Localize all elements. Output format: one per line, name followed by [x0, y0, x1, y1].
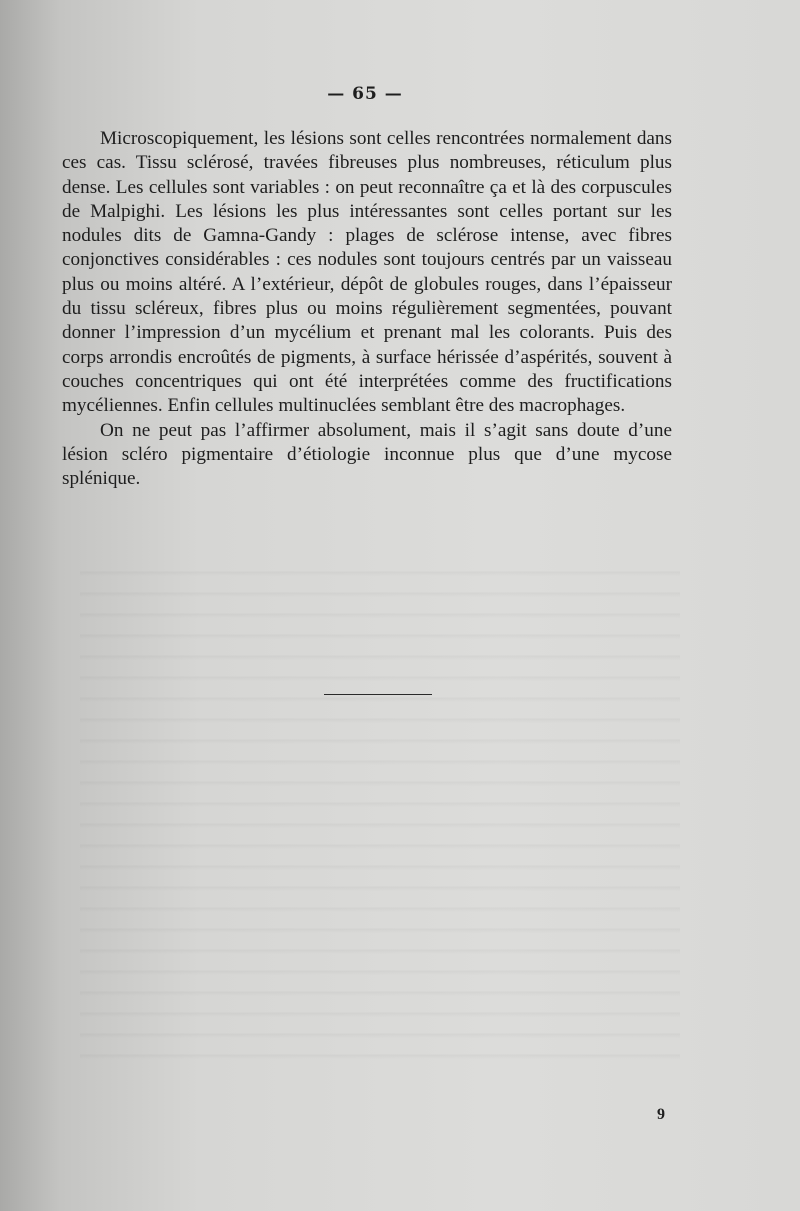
section-end-rule	[324, 694, 432, 695]
show-through-texture	[80, 555, 680, 1075]
page-number: — 65 —	[327, 84, 403, 104]
signature-mark: 9	[657, 1106, 665, 1123]
paragraph-conclusion: On ne peut pas l’affirmer absolument, mais il s’agit sans doute d’une lésion scléro pigmentaire d’étiologie inconnue plus que d’une mycose splénique.	[62, 419, 672, 490]
paragraph-microscopy: Microscopiquement, les lésions sont celles rencontrées normalement dans ces cas. Tissu sclérosé, travées fibreuses plus nombreuses, réticulum plus dense. Les cellules sont variables : on peut reconnaître ça et là des corpuscules de Malpighi. Les lésions les plus intéressantes sont celles portant sur les nodules dits de Gamna-Gandy : plages de sclérose intense, avec fibres conjonctives considérables : ces nodules sont toujours centrés par un vaisseau plus ou moins altéré. A l’extérieur, dépôt de globules rouges, dans l’épaisseur du tissu scléreux, fibres plus ou moins régulièrement segmentées, pouvant donner l’impression d’un mycélium et prenant mal les colorants. Puis des corps arrondis encroûtés de pigments, à surface hérissée d’aspérités, souvent à couches concentriques qui ont été interprétées comme des fructifications mycéliennes. Enfin cellules multinuclées semblant être des macrophages.	[62, 128, 672, 417]
body-text	[62, 127, 672, 491]
